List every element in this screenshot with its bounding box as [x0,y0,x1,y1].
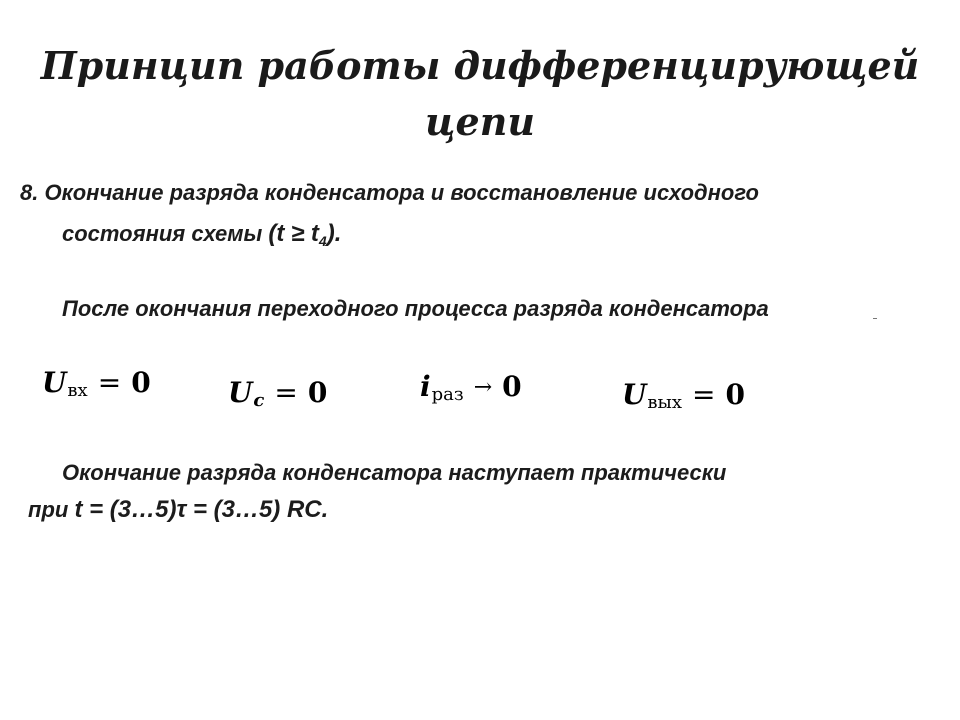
equation-discharge-current [420,370,522,405]
conclusion-line-2 [28,496,328,524]
time-condition-main: (t ≥ t [268,220,319,247]
step-subheading [62,220,341,249]
step-heading-text: 8. Окончание разряда конденсатора и восстановление исходного [20,180,759,205]
time-condition-end: ). [326,220,342,247]
eq-symbol: i [420,370,431,403]
eq-operator: → [473,375,493,400]
eq-symbol: U [228,376,253,409]
eq-subscript: c [253,390,265,411]
step-heading [20,180,759,206]
slide-title-line-1: Принцип работы дифференцирующей [40,43,920,88]
discharge-time-formula: t = (3…5)τ = (3…5) RC. [74,496,329,523]
eq-value: 0 [131,366,151,399]
slide-title [0,38,960,150]
eq-subscript: вых [647,392,683,413]
time-condition [268,220,341,247]
eq-operator: = [692,378,716,411]
eq-value: 0 [307,376,328,409]
slide-title-line-2: цепи [425,99,535,144]
equation-input-voltage [42,366,151,401]
equation-capacitor-voltage [228,376,327,411]
decorative-dash [873,318,877,319]
eq-subscript: раз [431,384,464,405]
after-transient-text: После окончания переходного процесса разряда конденсатора [62,296,769,321]
eq-subscript: вх [67,380,88,401]
eq-symbol: U [622,378,647,411]
eq-operator: = [97,366,122,399]
eq-symbol: U [42,366,67,399]
step-subheading-text: состояния схемы [62,221,269,246]
conclusion-prefix: при [28,497,75,522]
eq-operator: = [274,376,298,409]
equation-output-voltage [622,378,745,413]
time-condition-subscript: 4 [318,233,327,249]
eq-value: 0 [502,370,522,403]
conclusion-line-1: Окончание разряда конденсатора наступает практически [62,460,727,485]
eq-value: 0 [725,378,745,411]
